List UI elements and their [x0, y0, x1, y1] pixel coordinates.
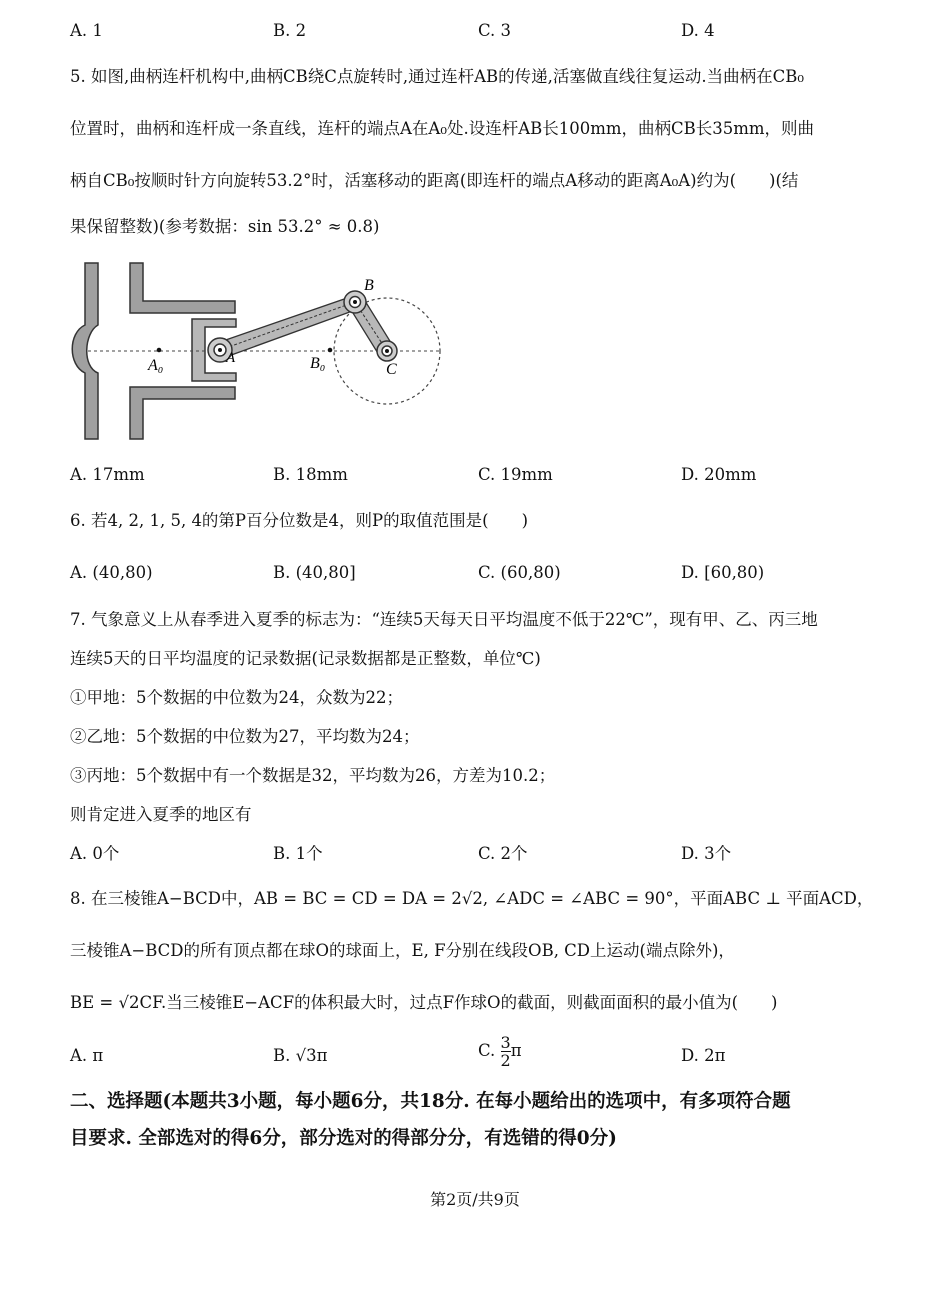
q7-option-a: A. 0个: [70, 844, 120, 863]
cylinder-wall-bottom: [130, 387, 235, 439]
label-a: A: [226, 350, 236, 366]
q5-stem-line3: 柄自CB₀按顺时针方向旋转53.2°时，活塞移动的距离(即连杆的端点A移动的距离A₀A)约为( )(结: [70, 171, 799, 190]
q6-option-c: C. (60,80): [478, 563, 561, 582]
page-footer: 第2页/共9页: [430, 1190, 520, 1209]
label-a0: A₀: [148, 357, 164, 374]
connecting-rod: [217, 296, 358, 358]
q8-option-c-fraction: $\frac{3}{2}$: [500, 1033, 511, 1070]
cylinder-wall-top: [130, 263, 235, 313]
q5-option-b: B. 18mm: [273, 465, 348, 484]
q8-stem-line2: 三棱锥A−BCD的所有顶点都在球O的球面上，E, F分别在线段OB, CD上运动(端点除外)，: [70, 941, 735, 960]
q7-item-1: ①甲地：5个数据的中位数为24，众数为22；: [70, 688, 403, 707]
label-c: C: [386, 361, 397, 378]
q7-option-d: D. 3个: [681, 844, 732, 863]
q8-option-a: A. π: [70, 1046, 104, 1065]
q8-option-b: B. √3π: [273, 1046, 328, 1065]
q6-option-d: D. [60,80): [681, 563, 765, 582]
point-a0: [157, 348, 162, 353]
q4-option-d: D. 4: [681, 21, 715, 40]
q4-option-b: B. 2: [273, 21, 307, 40]
q5-stem-line1: 5. 如图,曲柄连杆机构中,曲柄CB绕C点旋转时,通过连杆AB的传递,活塞做直线往复运动.当曲柄在CB₀: [70, 67, 804, 86]
q5-option-a: A. 17mm: [70, 465, 145, 484]
q6-option-a: A. (40,80): [70, 563, 153, 582]
q4-option-a: A. 1: [70, 21, 103, 40]
q7-stem-line1: 7. 气象意义上从春季进入夏季的标志为：“连续5天每天日平均温度不低于22℃”，现有甲、乙、丙三地: [70, 610, 818, 629]
q7-item-2: ②乙地：5个数据的中位数为27，平均数为24；: [70, 727, 420, 746]
q8-stem-line3: BE = √2CF.当三棱锥E−ACF的体积最大时，过点F作球O的截面，则截面面积的最小值为( ): [70, 993, 778, 1012]
q7-stem-line2: 连续5天的日平均温度的记录数据(记录数据都是正整数，单位℃): [70, 649, 541, 668]
q8-option-d: D. 2π: [681, 1046, 726, 1065]
q6-option-b: B. (40,80]: [273, 563, 356, 582]
q4-option-c: C. 3: [478, 21, 512, 40]
q7-item-3: ③丙地：5个数据中有一个数据是32，平均数为26，方差为10.2；: [70, 766, 556, 785]
q5-stem-line4: 果保留整数)(参考数据：sin 53.2° ≈ 0.8): [70, 217, 380, 236]
q6-stem: 6. 若4, 2, 1, 5, 4的第P百分位数是4，则P的取值范围是( ): [70, 511, 529, 530]
label-b0: B₀: [310, 355, 326, 372]
point-b0: [328, 348, 333, 353]
q5-option-c: C. 19mm: [478, 465, 553, 484]
section2-heading-line2: 目要求. 全部选对的得6分，部分选对的得部分分，有选错的得0分): [70, 1128, 617, 1149]
q7-stem-line3: 则肯定进入夏季的地区有: [70, 805, 252, 824]
q5-stem-line2: 位置时，曲柄和连杆成一条直线，连杆的端点A在A₀处.设连杆AB长100mm，曲柄CB长35mm，则曲: [70, 119, 815, 138]
q5-option-d: D. 20mm: [681, 465, 757, 484]
label-b: B: [364, 277, 374, 294]
q7-option-c: C. 2个: [478, 844, 528, 863]
q7-option-b: B. 1个: [273, 844, 323, 863]
q8-stem-line1: 8. 在三棱锥A−BCD中，AB = BC = CD = DA = 2√2, ∠ADC = ∠ABC = 90°，平面ABC ⊥ 平面ACD，: [70, 889, 874, 908]
section2-heading-line1: 二、选择题(本题共3小题，每小题6分，共18分. 在每小题给出的选项中，有多项符合题: [70, 1091, 791, 1112]
q8-option-c: C. $\frac{3}{2}$ π: [478, 1033, 522, 1070]
crank-mechanism-figure: [70, 255, 450, 445]
